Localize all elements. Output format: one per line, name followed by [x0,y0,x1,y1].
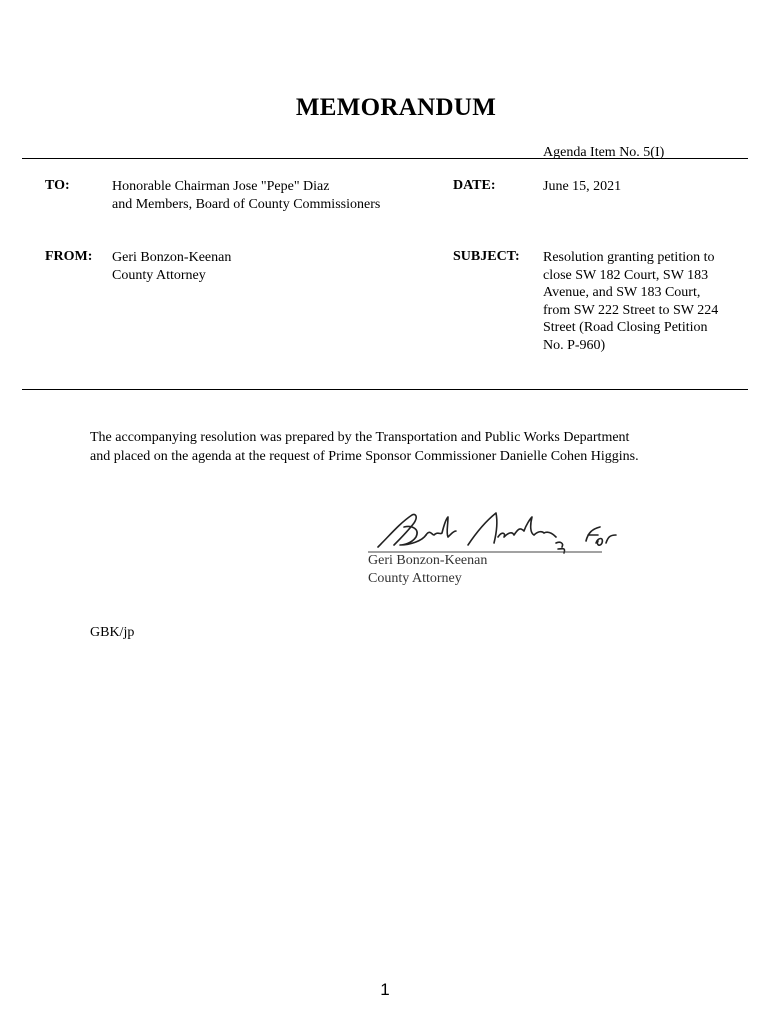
body-divider [22,389,748,390]
date-label: DATE: [453,178,496,193]
subject-line: Street (Road Closing Petition [543,320,708,335]
date-value: June 15, 2021 [543,179,622,194]
to-recipient [112,178,380,213]
header-divider [22,158,748,159]
memo-title: MEMORANDUM [295,94,497,121]
page-number: 1 [380,980,390,999]
from-line: Geri Bonzon-Keenan [112,250,232,265]
subject-line: Avenue, and SW 183 Court, [543,285,701,300]
to-line: Honorable Chairman Jose "Pepe" Diaz [112,179,330,194]
to-label: TO: [45,178,70,193]
signer-title: County Attorney [368,571,462,586]
memo-body [90,428,710,466]
body-line: and placed on the agenda at the request of Prime Sponsor Commissioner Danielle Cohen Higgins. [90,449,639,464]
signer-name: Geri Bonzon-Keenan [368,553,488,568]
body-line: The accompanying resolution was prepared by the Transportation and Public Works Department [90,430,630,445]
subject-text [543,249,718,354]
from-line: County Attorney [112,267,206,283]
typist-initials: GBK/jp [90,625,135,640]
agenda-item: Agenda Item No. 5(I) [543,145,665,160]
from-label: FROM: [45,249,93,264]
signature-block [368,552,487,588]
subject-line: No. P-960) [543,337,606,353]
subject-label: SUBJECT: [453,249,520,264]
subject-line: close SW 182 Court, SW 183 [543,267,709,283]
from-sender [112,249,231,284]
subject-line: from SW 222 Street to SW 224 [543,302,719,318]
subject-line: Resolution granting petition to [543,250,715,265]
to-line: and Members, Board of County Commissioners [112,196,381,212]
